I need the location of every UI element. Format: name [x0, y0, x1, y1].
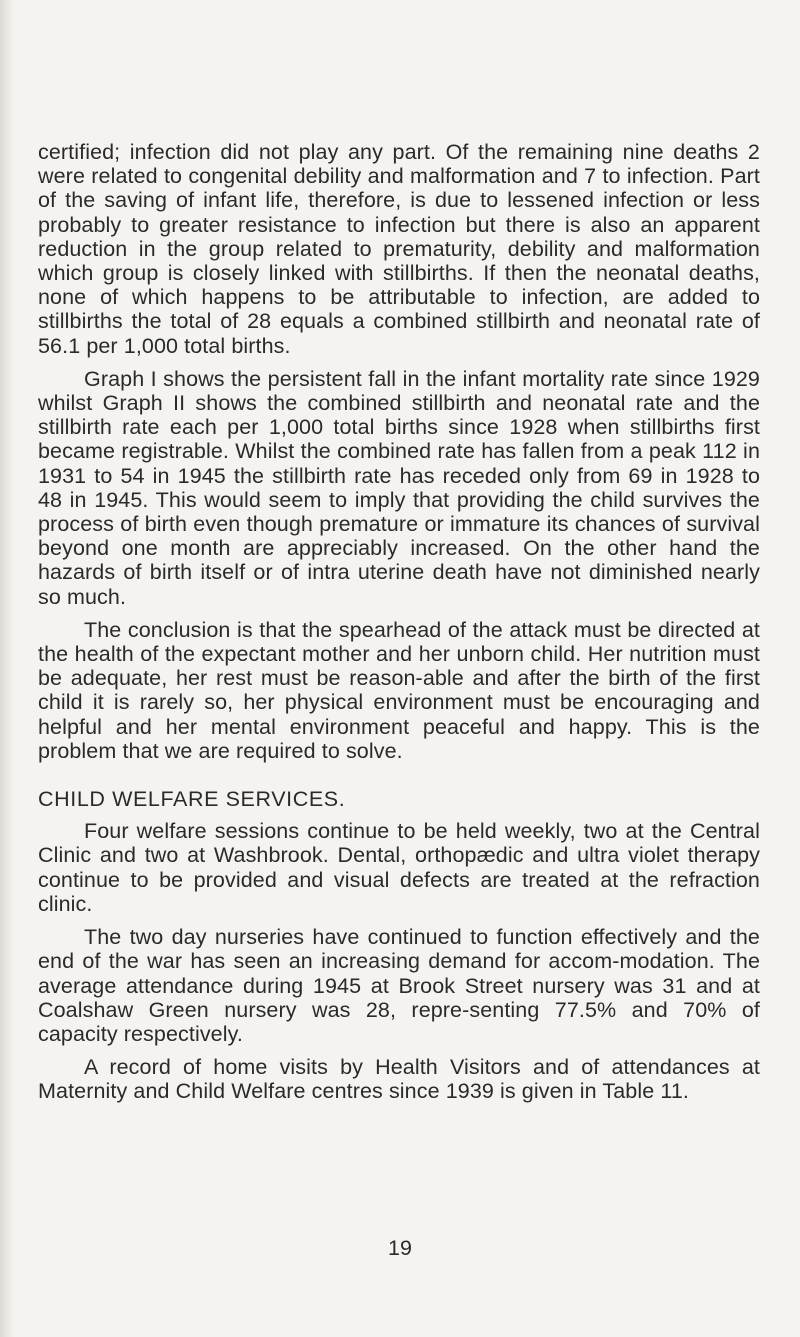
page-edge-shadow [0, 0, 14, 1337]
paragraph-infection-deaths: certified; infection did not play any part. Of the remaining nine deaths 2 were related to congenital debility and malformation and 7 to infection. Part of the saving of infant life, therefore, is due to lessened infection or less probably to greater resistance to infection but there is also an apparent reduction in the group related to prematurity, debility and malformation which group is closely linked with stillbirths. If then the neonatal deaths, none of which happens to be attributable to infection, are added to stillbirths the total of 28 equals a combined stillbirth and neonatal rate of 56.1 per 1,000 total births. [38, 140, 760, 358]
document-page [38, 140, 760, 1113]
paragraph-home-visits: A record of home visits by Health Visitors and of attendances at Maternity and Child Welfare centres since 1939 is given in Table 11. [38, 1055, 760, 1104]
section-heading: CHILD WELFARE SERVICES. [38, 787, 346, 812]
paragraph-conclusion: The conclusion is that the spearhead of the attack must be directed at the health of the expectant mother and her unborn child. Her nutrition must be adequate, her rest must be reason-able and after the birth of the first child it is rarely so, her physical environment must be encouraging and helpful and her mental environment peaceful and happy. This is the problem that we are required to solve. [38, 617, 760, 763]
page-number: 19 [388, 1236, 412, 1260]
paragraph-day-nurseries: The two day nurseries have continued to function effectively and the end of the war has seen an increasing demand for accom-modation. The average attendance during 1945 at Brook Street nursery was 31 and at Coalshaw Green nursery was 28, repre-senting 77.5% and 70% of capacity respectively. [38, 925, 760, 1046]
paragraph-welfare-sessions: Four welfare sessions continue to be held weekly, two at the Central Clinic and two at Washbrook. Dental, orthopædic and ultra violet therapy continue to be provided and visual defects are treated at the refraction clinic. [38, 819, 760, 916]
paragraph-graphs: Graph I shows the persistent fall in the infant mortality rate since 1929 whilst Graph II shows the combined stillbirth and neonatal rate and the stillbirth rate each per 1,000 total births since 1928 when stillbirths first became registrable. Whilst the combined rate has fallen from a peak 112 in 1931 to 54 in 1945 the stillbirth rate has receded only from 69 in 1928 to 48 in 1945. This would seem to imply that providing the child survives the process of birth even though premature or immature its chances of survival beyond one month are appreciably increased. On the other hand the hazards of birth itself or of intra uterine death have not diminished nearly so much. [38, 366, 760, 609]
